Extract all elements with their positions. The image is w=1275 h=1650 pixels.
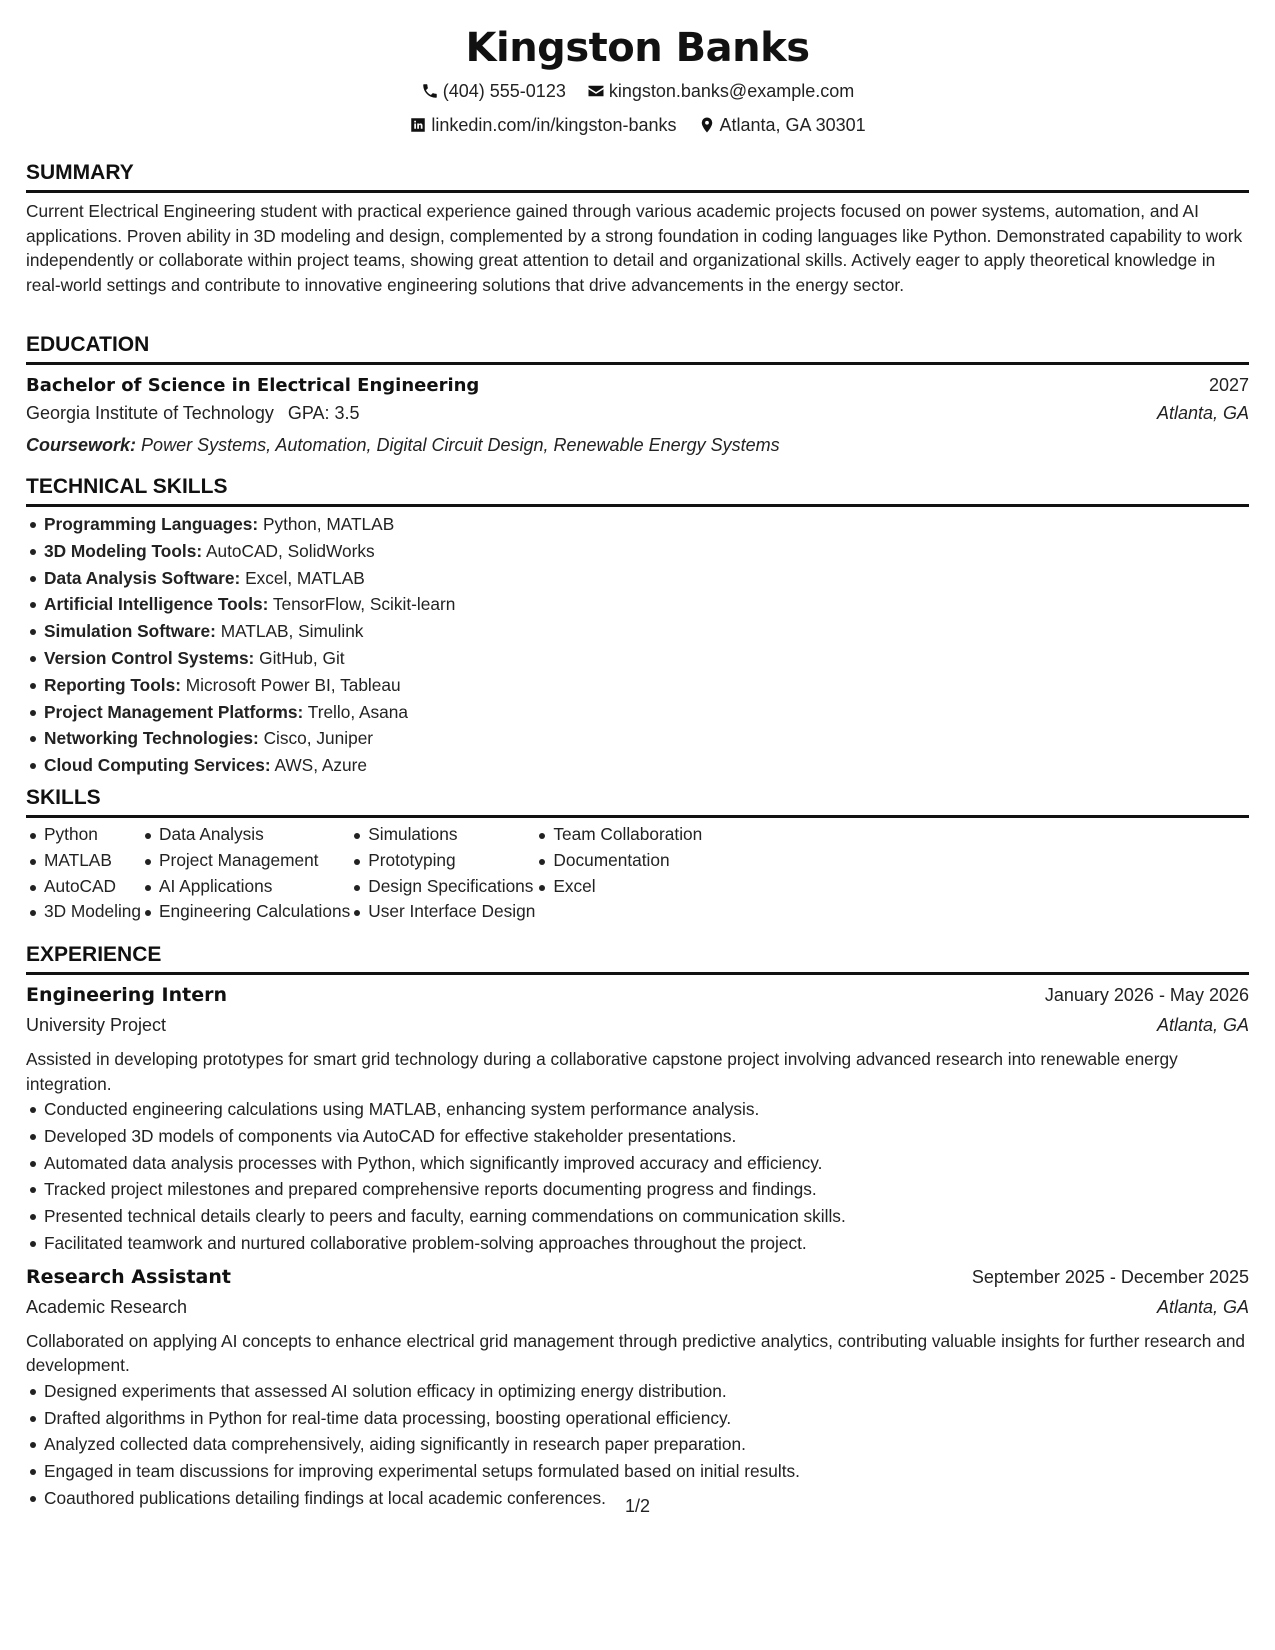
job-header-row: [26, 983, 1249, 1013]
list-item: 3D Modeling Tools: AutoCAD, SolidWorks: [26, 538, 1249, 565]
coursework-line: [26, 433, 1249, 458]
list-item: Networking Technologies: Cisco, Juniper: [26, 725, 1249, 752]
skills-column-4: [535, 822, 702, 925]
list-item: Prototyping: [350, 848, 535, 874]
list-item: Facilitated teamwork and nurtured collaborative problem-solving approaches throughout the project.: [26, 1230, 1249, 1257]
list-item: Engaged in team discussions for improving experimental setups formulated based on initial results.: [26, 1458, 1249, 1485]
list-item: 3D Modeling: [26, 899, 141, 925]
list-item: AutoCAD: [26, 874, 141, 900]
job-org-row: [26, 1013, 1249, 1044]
job-dates: January 2026 - May 2026: [1044, 985, 1249, 1005]
section-title: EXPERIENCE: [26, 943, 162, 966]
skills-columns: [26, 822, 1249, 925]
list-item: Automated data analysis processes with Python, which significantly improved accuracy and efficiency.: [26, 1150, 1249, 1177]
job-bullets: [26, 1096, 1249, 1257]
skills-column-1: [26, 822, 141, 925]
location-text: Atlanta, GA 30301: [719, 115, 866, 135]
job-org: University Project: [26, 1015, 167, 1035]
list-item: Developed 3D models of components via AutoCAD for effective stakeholder presentations.: [26, 1123, 1249, 1150]
job-location: Atlanta, GA: [1156, 1296, 1249, 1317]
list-item: Presented technical details clearly to peers and faculty, earning commendations on communication skills.: [26, 1203, 1249, 1230]
section-title: TECHNICAL SKILLS: [26, 475, 228, 498]
linkedin-icon: [409, 116, 427, 134]
coursework-list: Power Systems, Automation, Digital Circuit Design, Renewable Energy Systems: [141, 435, 780, 455]
job-bullets: [26, 1378, 1249, 1512]
list-item: Simulations: [350, 822, 535, 848]
experience-section: [26, 943, 1249, 1512]
map-pin-icon: [698, 116, 716, 134]
list-item: Project Management: [141, 848, 350, 874]
job-title: Engineering Intern: [26, 984, 228, 1006]
coursework-label: Coursework:: [26, 435, 137, 455]
job-title: Research Assistant: [26, 1265, 231, 1288]
contact-row-2: [26, 114, 1249, 139]
list-item: Reporting Tools: Microsoft Power BI, Tableau: [26, 672, 1249, 699]
email-text: kingston.banks@example.com: [608, 81, 855, 101]
section-title: SKILLS: [26, 786, 101, 809]
skills-column-2: [141, 822, 350, 925]
phone: [421, 80, 566, 102]
technical-skills-list: [26, 511, 1249, 779]
school-line: [26, 401, 360, 426]
list-item: User Interface Design: [350, 899, 535, 925]
phone-text: (404) 555-0123: [442, 81, 566, 101]
education-section: [26, 333, 1249, 458]
section-divider: [26, 972, 1249, 975]
skills-section: [26, 786, 1249, 925]
list-item: Designed experiments that assessed AI solution efficacy in optimizing energy distribution.: [26, 1378, 1249, 1405]
section-divider: [26, 504, 1249, 507]
job-header-row: [26, 1265, 1249, 1295]
job-org: Academic Research: [26, 1296, 188, 1317]
list-item: Tracked project milestones and prepared comprehensive reports documenting progress and findings.: [26, 1176, 1249, 1203]
list-item: Programming Languages: Python, MATLAB: [26, 511, 1249, 538]
list-item: Drafted algorithms in Python for real-time data processing, boosting operational efficiency.: [26, 1405, 1249, 1432]
list-item: Project Management Platforms: Trello, Asana: [26, 699, 1249, 726]
school-name: Georgia Institute of Technology: [26, 403, 274, 423]
summary-text: Current Electrical Engineering student with practical experience gained through various academic projects focused on power systems, automation, and AI applications. Proven ability in 3D modeling and design, complemented by a strong foundation in coding languages like Python. Demonstrated capability to work independently or collaborate within project teams, showing great attention to detail and organizational skills. Actively eager to apply theoretical knowledge in real-world settings and contribute to innovative engineering solutions that drive advancements in the energy sector.: [26, 201, 1243, 295]
list-item: Data Analysis: [141, 822, 350, 848]
list-item: Cloud Computing Services: AWS, Azure: [26, 752, 1249, 779]
resume-page: [26, 0, 1249, 1650]
list-item: Conducted engineering calculations using MATLAB, enhancing system performance analysis.: [26, 1096, 1249, 1123]
degree: Bachelor of Science in Electrical Engineering: [26, 375, 480, 396]
page-number: 1/2: [624, 1496, 651, 1516]
section-divider: [26, 190, 1249, 193]
candidate-name: Kingston Banks: [465, 25, 810, 71]
linkedin-text: linkedin.com/in/kingston-banks: [431, 115, 677, 135]
section-divider: [26, 362, 1249, 365]
location: [698, 114, 866, 136]
list-item: MATLAB: [26, 848, 141, 874]
phone-icon: [421, 82, 439, 100]
job-summary: Collaborated on applying AI concepts to enhance electrical grid management through predictive analytics, contributing valuable insights for further research and development.: [26, 1330, 1246, 1376]
contact-row-1: [26, 80, 1249, 105]
job-entry: [26, 1265, 1249, 1512]
list-item: Design Specifications: [350, 874, 535, 900]
resume-header: [26, 0, 1249, 139]
list-item: Analyzed collected data comprehensively, aiding significantly in research paper preparation.: [26, 1431, 1249, 1458]
email[interactable]: [587, 80, 854, 102]
section-divider: [26, 815, 1249, 818]
linkedin[interactable]: [409, 114, 676, 136]
list-item: Engineering Calculations: [141, 899, 350, 925]
education-header-row: [26, 373, 1249, 401]
section-title: EDUCATION: [26, 333, 150, 356]
list-item: AI Applications: [141, 874, 350, 900]
list-item: Data Analysis Software: Excel, MATLAB: [26, 565, 1249, 592]
job-dates: September 2025 - December 2025: [971, 1266, 1249, 1287]
list-item: Team Collaboration: [535, 822, 702, 848]
list-item: Documentation: [535, 848, 702, 874]
section-title: SUMMARY: [26, 161, 134, 184]
gpa: GPA: 3.5: [287, 403, 360, 423]
list-item: Version Control Systems: GitHub, Git: [26, 645, 1249, 672]
technical-skills-section: [26, 475, 1249, 779]
skills-column-3: [350, 822, 535, 925]
list-item: Simulation Software: MATLAB, Simulink: [26, 618, 1249, 645]
summary-section: [26, 161, 1249, 297]
school-location: Atlanta, GA: [1156, 403, 1249, 423]
education-school-row: [26, 401, 1249, 431]
list-item: Excel: [535, 874, 702, 900]
graduation-year: 2027: [1208, 375, 1249, 395]
job-summary: Assisted in developing prototypes for smart grid technology during a collaborative capstone project involving advanced research into renewable energy integration.: [26, 1049, 1178, 1094]
list-item: Coauthored publications detailing findings at local academic conferences.: [26, 1485, 1249, 1512]
envelope-icon: [587, 82, 605, 100]
job-org-row: [26, 1295, 1249, 1326]
list-item: Artificial Intelligence Tools: TensorFlow, Scikit-learn: [26, 591, 1249, 618]
job-location: Atlanta, GA: [1156, 1015, 1249, 1035]
job-entry: [26, 983, 1249, 1257]
list-item: Python: [26, 822, 141, 848]
